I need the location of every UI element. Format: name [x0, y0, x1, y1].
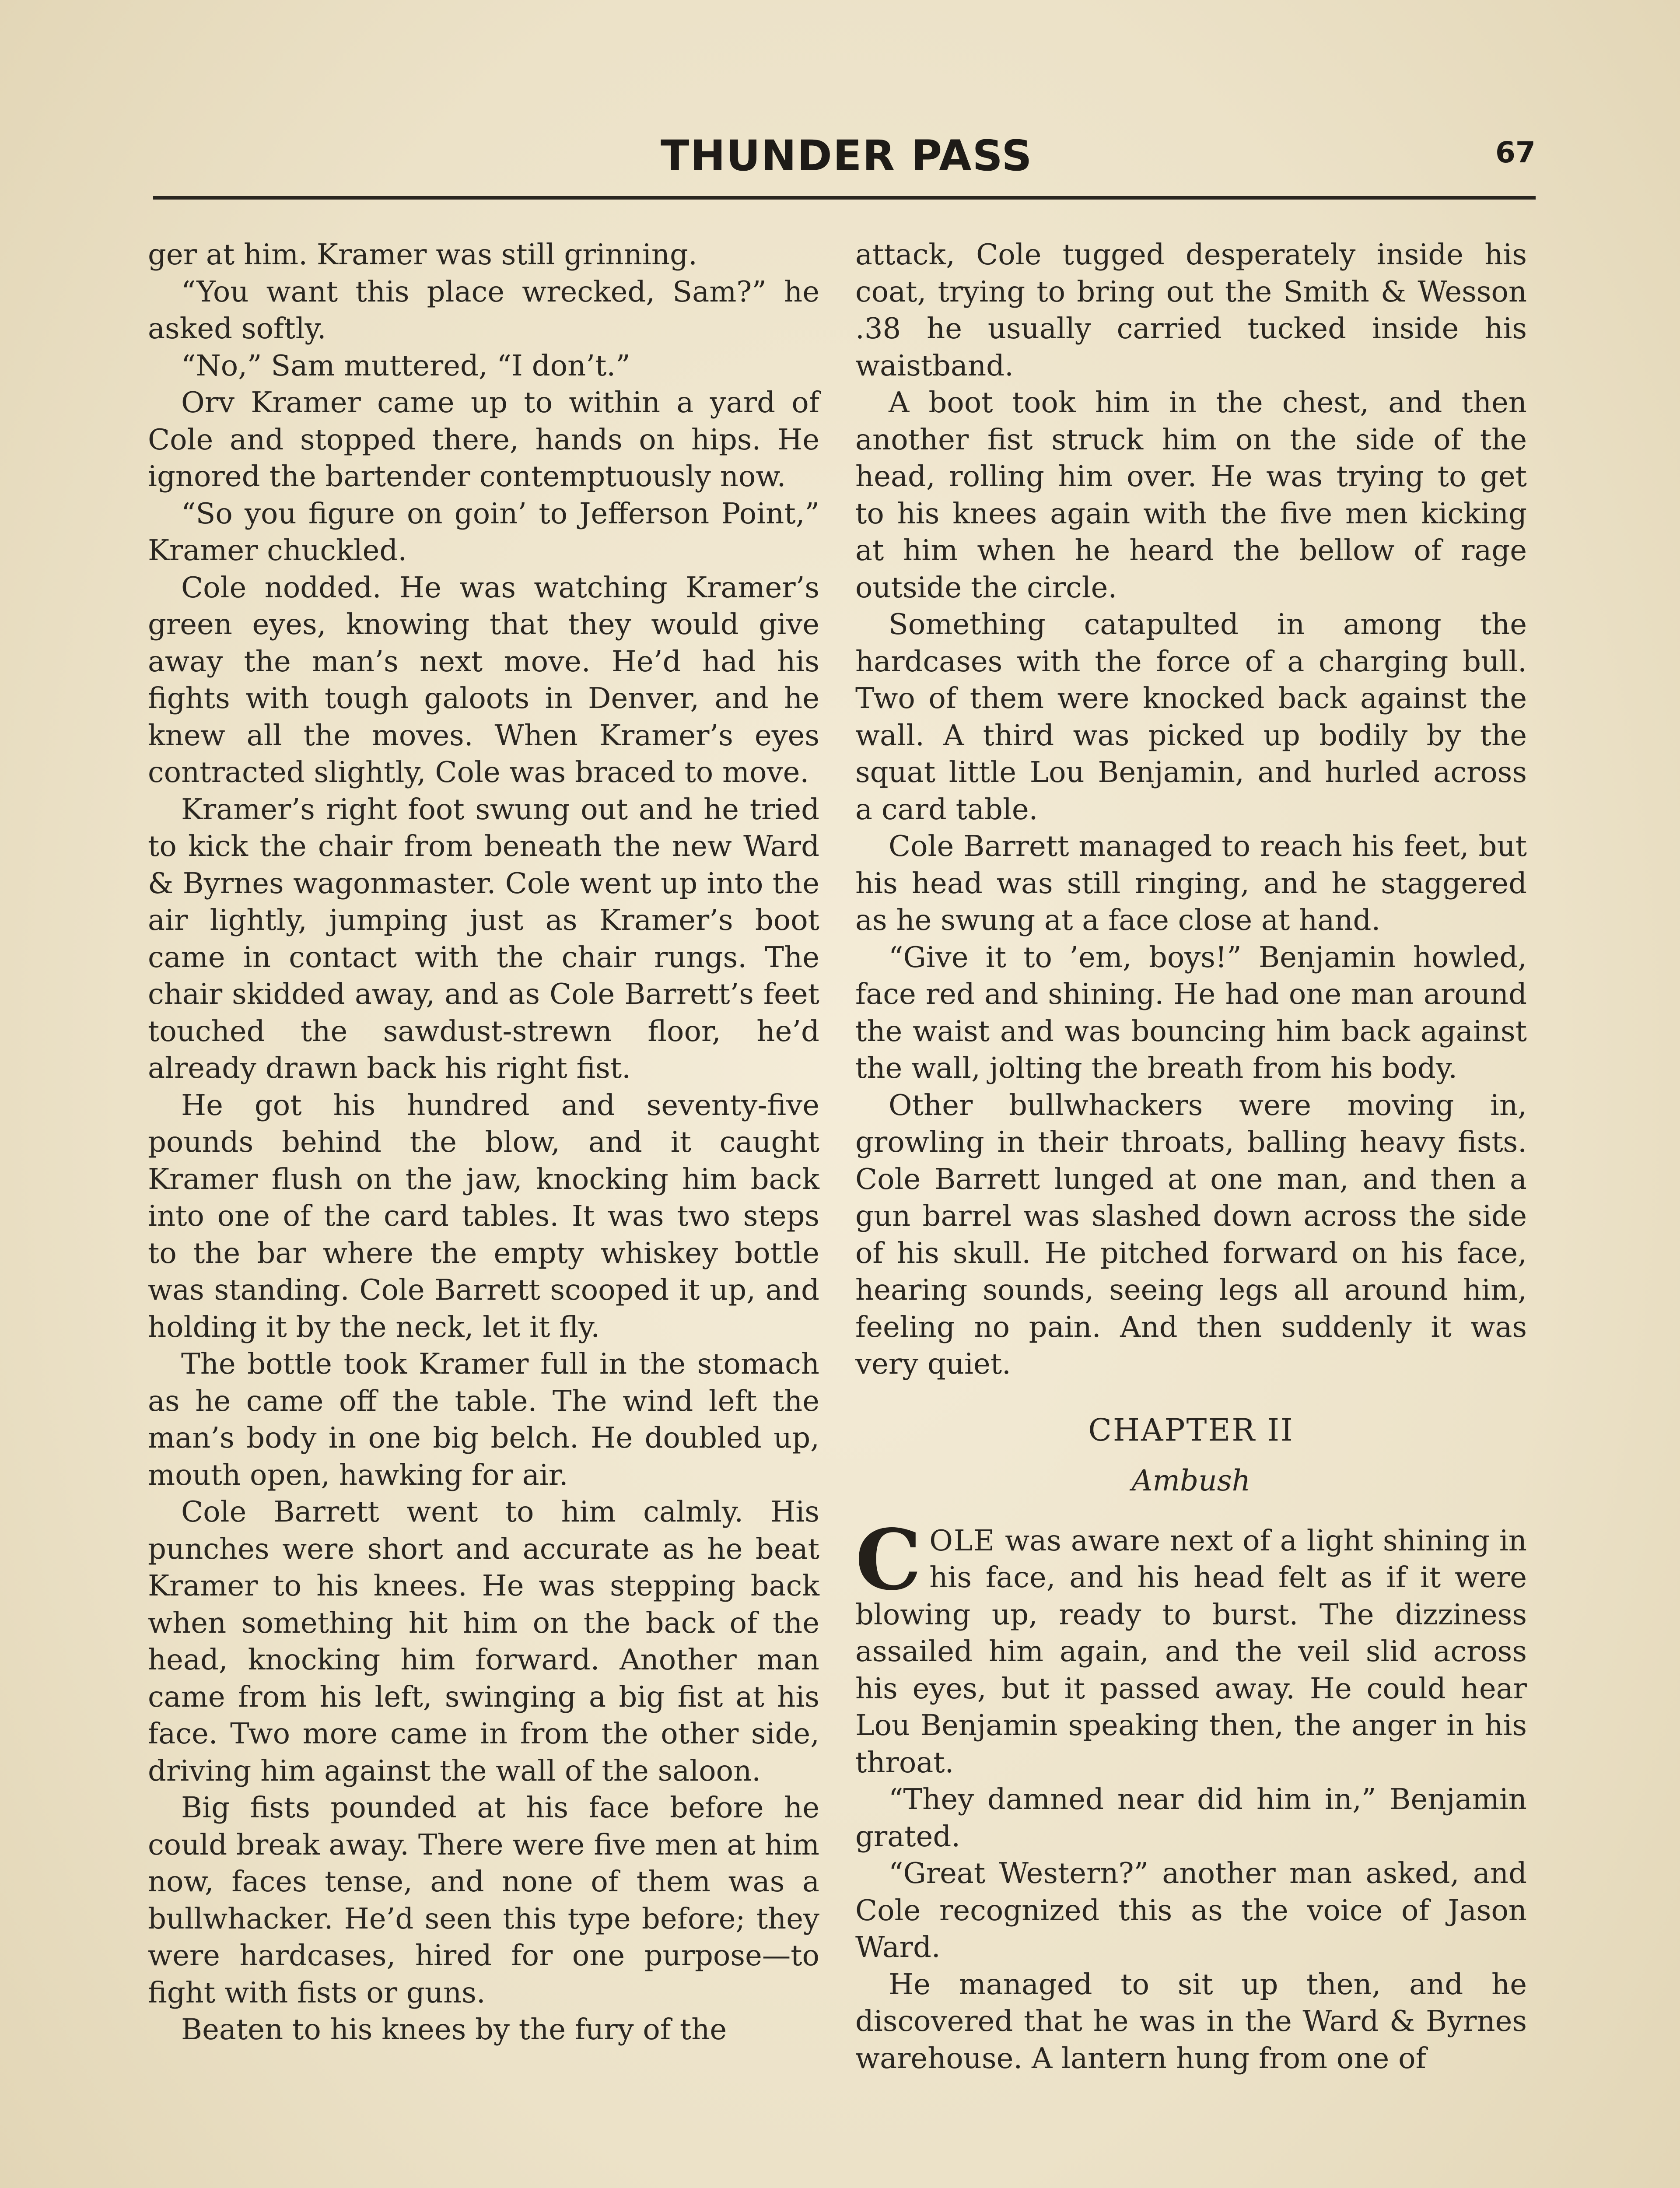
- paragraph: Big fists pounded at his face before he could break away. There were five men at him now, faces tense, and none of them was a bullwhacker. He’d seen this type before; they were hardcases, hired for one purpose—to fight with fists or guns.: [148, 1791, 819, 2009]
- paragraph: Other bullwhackers were moving in, growling in their throats, balling heavy fists. Cole Barrett lunged at one man, and then a gun barrel was slashed down across the side of his skull. He pitched forward on his face, hearing sounds, seeing legs all around him, feeling no pain. And then suddenly it was very quiet.: [855, 1088, 1527, 1381]
- paragraph: attack, Cole tugged desperately inside his coat, trying to bring out the Smith & Wesson .38 he usually carried tucked inside his waistband.: [855, 238, 1527, 382]
- left-text-column: [148, 236, 819, 2048]
- paragraph: A boot took him in the chest, and then another fist struck him on the side of the head, rolling him over. He was trying to get to his knees again with the five men kicking at him when he heard the bellow of rage outside the circle.: [855, 386, 1527, 604]
- paragraph: Orv Kramer came up to within a yard of Cole and stopped there, hands on hips. He ignored the bartender contemptuously now.: [148, 386, 819, 493]
- page-number: 67: [1495, 136, 1536, 169]
- paragraph: “Give it to ’em, boys!” Benjamin howled, face red and shining. He had one man around the waist and was bouncing him back against the wall, jolting the breath from his body.: [855, 940, 1527, 1085]
- paragraph: “No,” Sam muttered, “I don’t.”: [181, 349, 630, 382]
- right-column-paragraphs: [855, 236, 1527, 1383]
- paragraph: “You want this place wrecked, Sam?” he asked softly.: [148, 275, 819, 345]
- paragraph: “They damned near did him in,” Benjamin grated.: [855, 1783, 1527, 1853]
- paragraph: ger at him. Kramer was still grinning.: [148, 238, 697, 271]
- paragraph: He got his hundred and seventy-five pounds behind the blow, and it caught Kramer flush on the jaw, knocking him back into one of the card tables. It was two steps to the bar where the empty whiskey bottle was standing. Cole Barrett scooped it up, and holding it by the neck, let it fly.: [148, 1088, 819, 1344]
- paragraph: The bottle took Kramer full in the stomach as he came off the table. The wind left the man’s body in one big belch. He doubled up, mouth open, hawking for air.: [148, 1347, 819, 1492]
- paragraph: Beaten to his knees by the fury of the: [181, 2013, 727, 2046]
- drop-cap: C: [855, 1511, 922, 1609]
- paragraph: Something catapulted in among the hardcases with the force of a charging bull. Two of them were knocked back against the wall. A third was picked up bodily by the squat little Lou Benjamin, and hurled across a card table.: [855, 608, 1527, 826]
- paragraph: Kramer’s right foot swung out and he tried to kick the chair from beneath the new Ward & Byrnes wagonmaster. Cole went up into the air lightly, jumping just as Kramer’s boot came in contact with the chair rungs. The chair skidded away, and as Cole Barrett’s feet touched the sawdust-strewn floor, he’d already drawn back his right fist.: [148, 792, 819, 1085]
- chapter-subtitle: Ambush: [1131, 1464, 1251, 1497]
- opening-smallcaps: OLE: [929, 1524, 996, 1557]
- running-title: THUNDER PASS: [661, 131, 1033, 180]
- paragraph: Cole Barrett managed to reach his feet, but his head was still ringing, and he staggered as he swung at a face close at hand.: [855, 830, 1527, 937]
- opening-text: was aware next of a light shining in his face, and his head felt as if it were blowing up, ready to burst. The dizziness assailed him again, and the veil slid across his eyes, but it passed away. He could hear Lou Benjamin speaking then, the anger in his throat.: [855, 1524, 1527, 1779]
- paragraph: “Great Western?” another man asked, and Cole recognized this as the voice of Jason Ward.: [855, 1857, 1527, 1964]
- right-column-paragraphs-after: [855, 1781, 1527, 2077]
- paragraph: “So you figure on goin’ to Jefferson Point,” Kramer chuckled.: [148, 497, 819, 567]
- paragraph: Cole Barrett went to him calmly. His punches were short and accurate as he beat Kramer to his knees. He was stepping back when something hit him on the back of the head, knocking him forward. Another man came from his left, swinging a big fist at his face. Two more came in from the other side, driving him against the wall of the saloon.: [148, 1495, 819, 1788]
- right-text-column: [855, 236, 1527, 2077]
- paragraph: He managed to sit up then, and he discovered that he was in the Ward & Byrnes warehouse. A lantern hung from one of: [855, 1967, 1527, 2075]
- header-rule: [153, 196, 1536, 200]
- chapter-opening-paragraph: [855, 1511, 1527, 1781]
- paragraph: Cole nodded. He was watching Kramer’s green eyes, knowing that they would give away the man’s next move. He’d had his fights with tough galoots in Denver, and he knew all the moves. When Kramer’s eyes contracted slightly, Cole was braced to move.: [148, 571, 819, 789]
- chapter-title: CHAPTER II: [1088, 1412, 1294, 1448]
